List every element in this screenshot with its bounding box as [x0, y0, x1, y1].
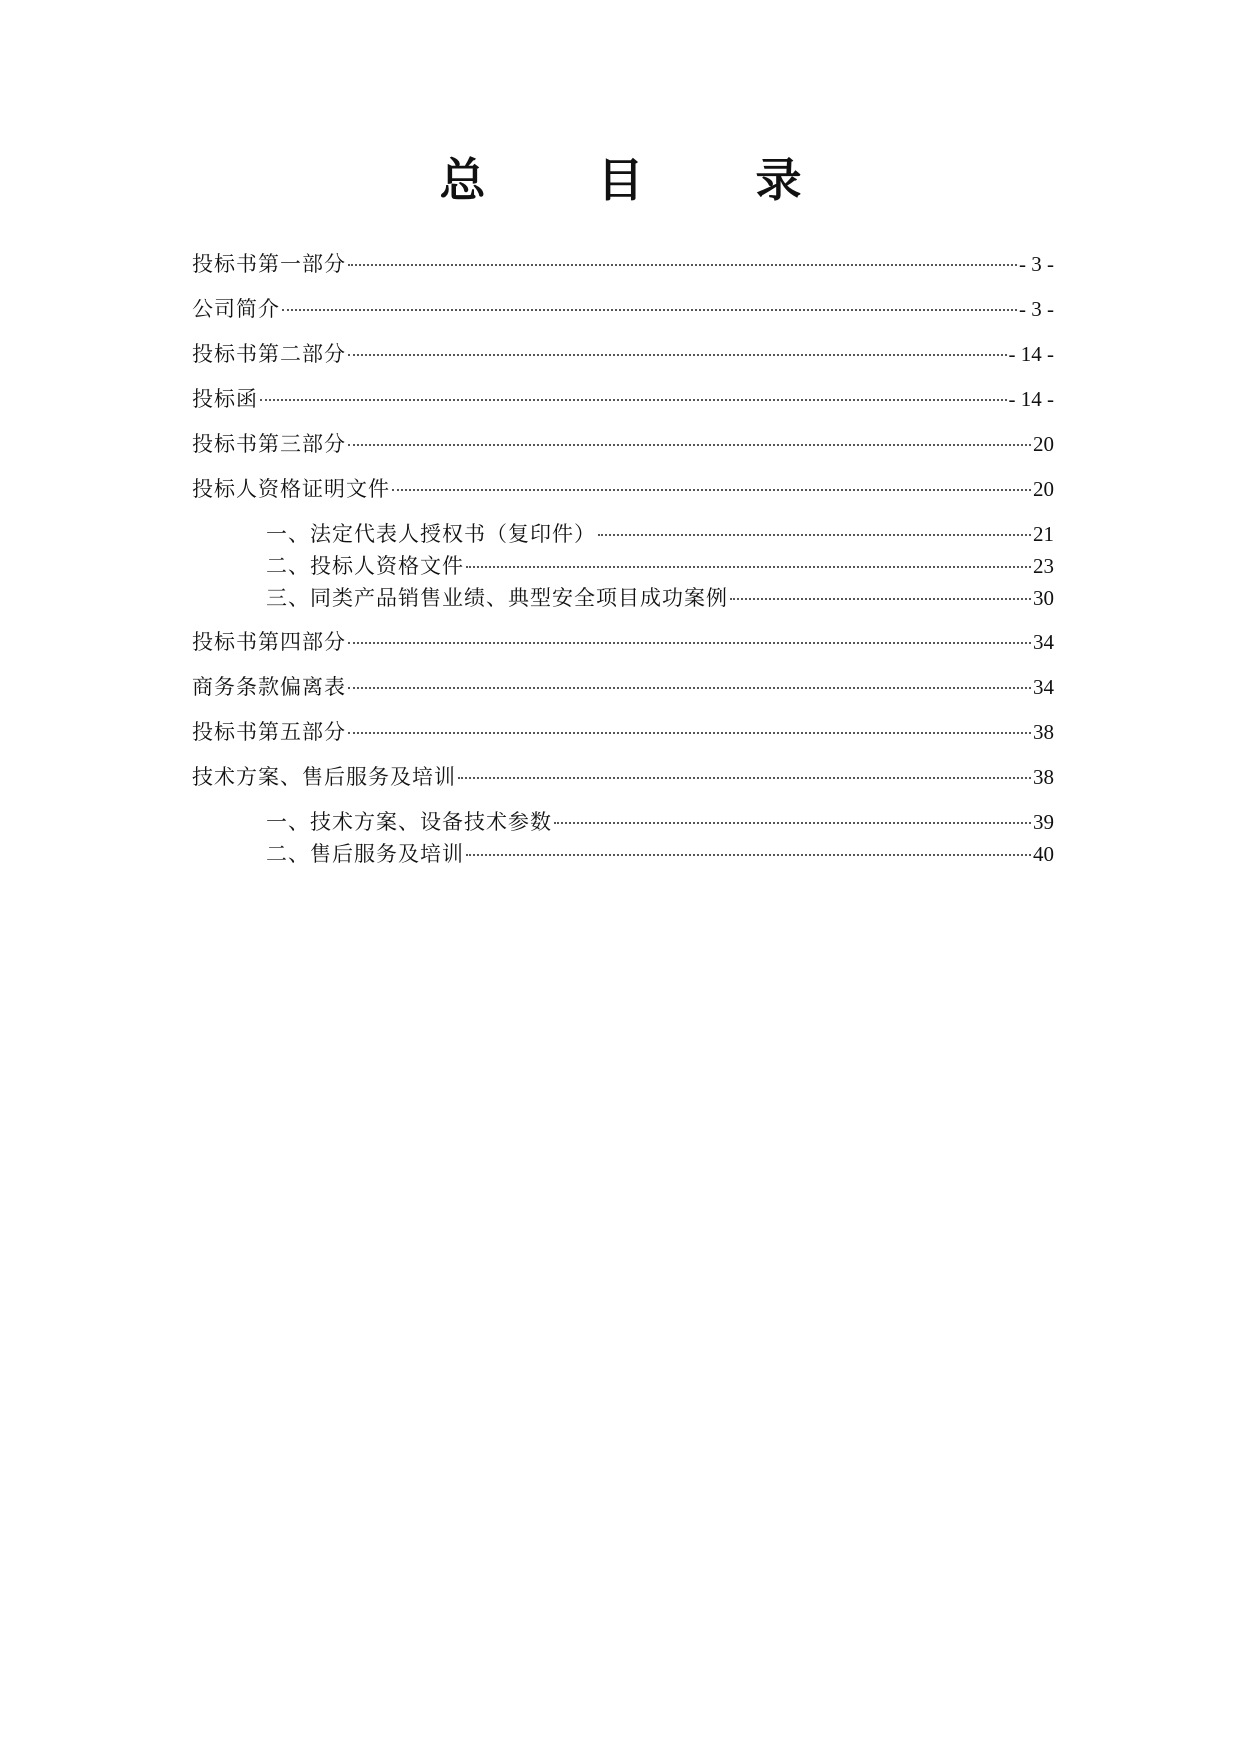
- toc-entry-label: 商务条款偏离表: [192, 675, 346, 699]
- toc-entry-label: 一、法定代表人授权书（复印件）: [266, 522, 596, 546]
- toc-entry[interactable]: [192, 338, 1054, 370]
- toc-entry-label: 投标书第三部分: [192, 432, 346, 456]
- toc-entry[interactable]: [192, 293, 1054, 325]
- dot-leader: [392, 489, 1031, 491]
- toc-entry-page: - 14 -: [1008, 342, 1054, 366]
- toc-entry-page: 20: [1033, 432, 1054, 456]
- dot-leader: [598, 534, 1031, 536]
- toc-entry-label: 公司简介: [192, 297, 280, 321]
- toc-entry-page: 40: [1033, 842, 1054, 866]
- toc-entry[interactable]: [192, 473, 1054, 505]
- toc-entry-page: - 3 -: [1019, 297, 1054, 321]
- toc-entry[interactable]: [192, 626, 1054, 658]
- toc-entry-label: 投标书第一部分: [192, 252, 346, 276]
- dot-leader: [260, 399, 1007, 401]
- dot-leader: [466, 566, 1031, 568]
- toc-entry[interactable]: [192, 671, 1054, 703]
- toc-entry-page: 34: [1033, 675, 1054, 699]
- dot-leader: [282, 309, 1017, 311]
- toc-entry-page: 38: [1033, 720, 1054, 744]
- toc-entry-label: 投标函: [192, 387, 258, 411]
- toc-subentry[interactable]: [192, 582, 1054, 614]
- dot-leader: [348, 687, 1031, 689]
- dot-leader: [730, 598, 1031, 600]
- toc-entry-label: 二、投标人资格文件: [266, 554, 464, 578]
- toc-entry[interactable]: [192, 761, 1054, 793]
- toc-entry-label: 三、同类产品销售业绩、典型安全项目成功案例: [266, 586, 728, 610]
- toc-entry-page: 34: [1033, 630, 1054, 654]
- toc-entry-page: 30: [1033, 586, 1054, 610]
- toc-entry-label: 投标书第四部分: [192, 630, 346, 654]
- toc-entry-page: 23: [1033, 554, 1054, 578]
- toc-title: 总 目 录: [439, 153, 850, 207]
- toc-entry-page: - 14 -: [1008, 387, 1054, 411]
- toc-entry-page: 20: [1033, 477, 1054, 501]
- toc-subentry[interactable]: [192, 838, 1054, 870]
- toc-subentry[interactable]: [192, 518, 1054, 550]
- dot-leader: [348, 732, 1031, 734]
- toc-entry[interactable]: [192, 248, 1054, 280]
- table-of-contents: [192, 248, 1054, 882]
- dot-leader: [348, 354, 1007, 356]
- dot-leader: [554, 822, 1031, 824]
- toc-entry-page: 38: [1033, 765, 1054, 789]
- toc-subentry[interactable]: [192, 550, 1054, 582]
- toc-entry[interactable]: [192, 428, 1054, 460]
- toc-entry-page: 39: [1033, 810, 1054, 834]
- toc-entry-label: 一、技术方案、设备技术参数: [266, 810, 552, 834]
- dot-leader: [466, 854, 1031, 856]
- toc-entry-label: 投标人资格证明文件: [192, 477, 390, 501]
- toc-entry-label: 二、售后服务及培训: [266, 842, 464, 866]
- dot-leader: [348, 264, 1017, 266]
- dot-leader: [348, 642, 1031, 644]
- dot-leader: [458, 777, 1031, 779]
- toc-entry-page: - 3 -: [1019, 252, 1054, 276]
- dot-leader: [348, 444, 1031, 446]
- toc-entry-label: 投标书第五部分: [192, 720, 346, 744]
- toc-entry-label: 技术方案、售后服务及培训: [192, 765, 456, 789]
- toc-entry[interactable]: [192, 383, 1054, 415]
- toc-entry-page: 21: [1033, 522, 1054, 546]
- toc-entry-label: 投标书第二部分: [192, 342, 346, 366]
- toc-entry[interactable]: [192, 716, 1054, 748]
- toc-subentry[interactable]: [192, 806, 1054, 838]
